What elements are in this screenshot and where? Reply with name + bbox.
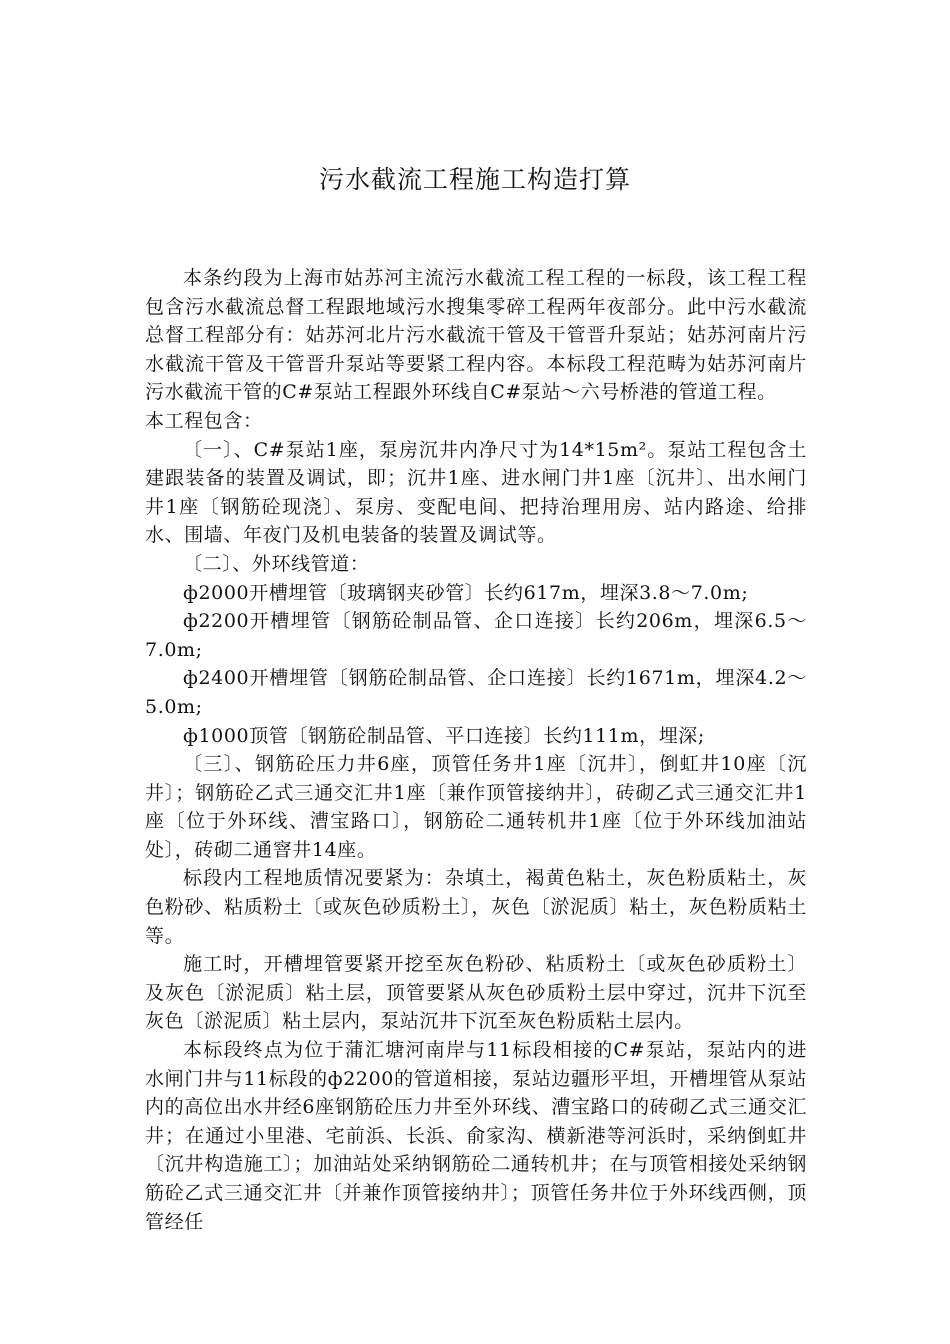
body-paragraph: ф2000开槽埋管〔玻璃钢夹砂管〕长约617m，埋深3.8～7.0m;	[183, 581, 749, 604]
body-paragraph: 〔二〕、外环线管道：	[183, 552, 370, 575]
body-paragraph: 本工程包含：	[145, 409, 263, 432]
body-paragraph: 本条约段为上海市姑苏河主流污水截流工程工程的一标段，该工程工程包含污水截流总督工程跟地域污水搜集零碎工程两年夜部分。此中污水截流总督工程部分有：姑苏河北片污水截流干管及干管晋升泵站；姑苏河南片污水截流干管及干管晋升泵站等要紧工程内容。本标段工程范畴为姑苏河南片污水截流干管的C#泵站工程跟外环线自C#泵站～六号桥港的管道工程。	[145, 267, 807, 404]
body-paragraph: ф1000顶管〔钢筋砼制品管、平口连接〕长约111m，埋深;	[183, 724, 705, 747]
body-paragraph: 〔一〕、C#泵站1座，泵房沉井内净尺寸为14*15m²。泵站工程包含土建跟装备的装置及调试，即；沉井1座、进水闸门井1座〔沉井〕、出水闸门井1座〔钢筋砼现浇〕、泵房、变配电间、把持治理用房、站内路途、给排水、围墙、年夜门及机电装备的装置及调试等。	[145, 438, 807, 547]
body-paragraph: 标段内工程地质情况要紧为：杂填土，褐黄色粘土，灰色粉质粘土，灰色粉砂、粘质粉土〔或灰色砂质粉土〕，灰色〔淤泥质〕粘土，灰色粉质粘土等。	[145, 867, 807, 947]
document-body	[145, 264, 807, 1236]
body-paragraph: ф2200开槽埋管〔钢筋砼制品管、企口连接〕长约206m，埋深6.5～7.0m;	[145, 610, 807, 661]
document-title: 污水截流工程施工构造打算	[318, 165, 631, 194]
body-paragraph: 本标段终点为位于蒲汇塘河南岸与11标段相接的C#泵站，泵站内的进水闸门井与11标段的ф2200的管道相接，泵站边疆形平坦，开槽埋管从泵站内的高位出水井经6座钢筋砼压力井至外环线、漕宝路口的砖砌乙式三通交汇井；在通过小里港、宅前浜、长浜、俞家沟、横新港等河浜时，采纳倒虹井〔沉井构造施工〕；加油站处采纳钢筋砼二通转机井；在与顶管相接处采纳钢筋砼乙式三通交汇井〔并兼作顶管接纳井〕；顶管任务井位于外环线西侧，顶管经任	[145, 1039, 807, 1233]
body-paragraph: 施工时，开槽埋管要紧开挖至灰色粉砂、粘质粉土〔或灰色砂质粉土〕及灰色〔淤泥质〕粘土层，顶管要紧从灰色砂质粉土层中穿过，沉井下沉至灰色〔淤泥质〕粘土层内，泵站沉井下沉至灰色粉质粘土层内。	[145, 953, 807, 1033]
body-paragraph: ф2400开槽埋管〔钢筋砼制品管、企口连接〕长约1671m，埋深4.2～5.0m;	[145, 667, 807, 718]
body-paragraph: 〔三〕、钢筋砼压力井6座，顶管任务井1座〔沉井〕，倒虹井10座〔沉井〕；钢筋砼乙式三通交汇井1座〔兼作顶管接纳井〕，砖砌乙式三通交汇井1座〔位于外环线、漕宝路口〕，钢筋砼二通转机井1座〔位于外环线加油站处〕，砖砌二通窨井14座。	[145, 753, 807, 861]
